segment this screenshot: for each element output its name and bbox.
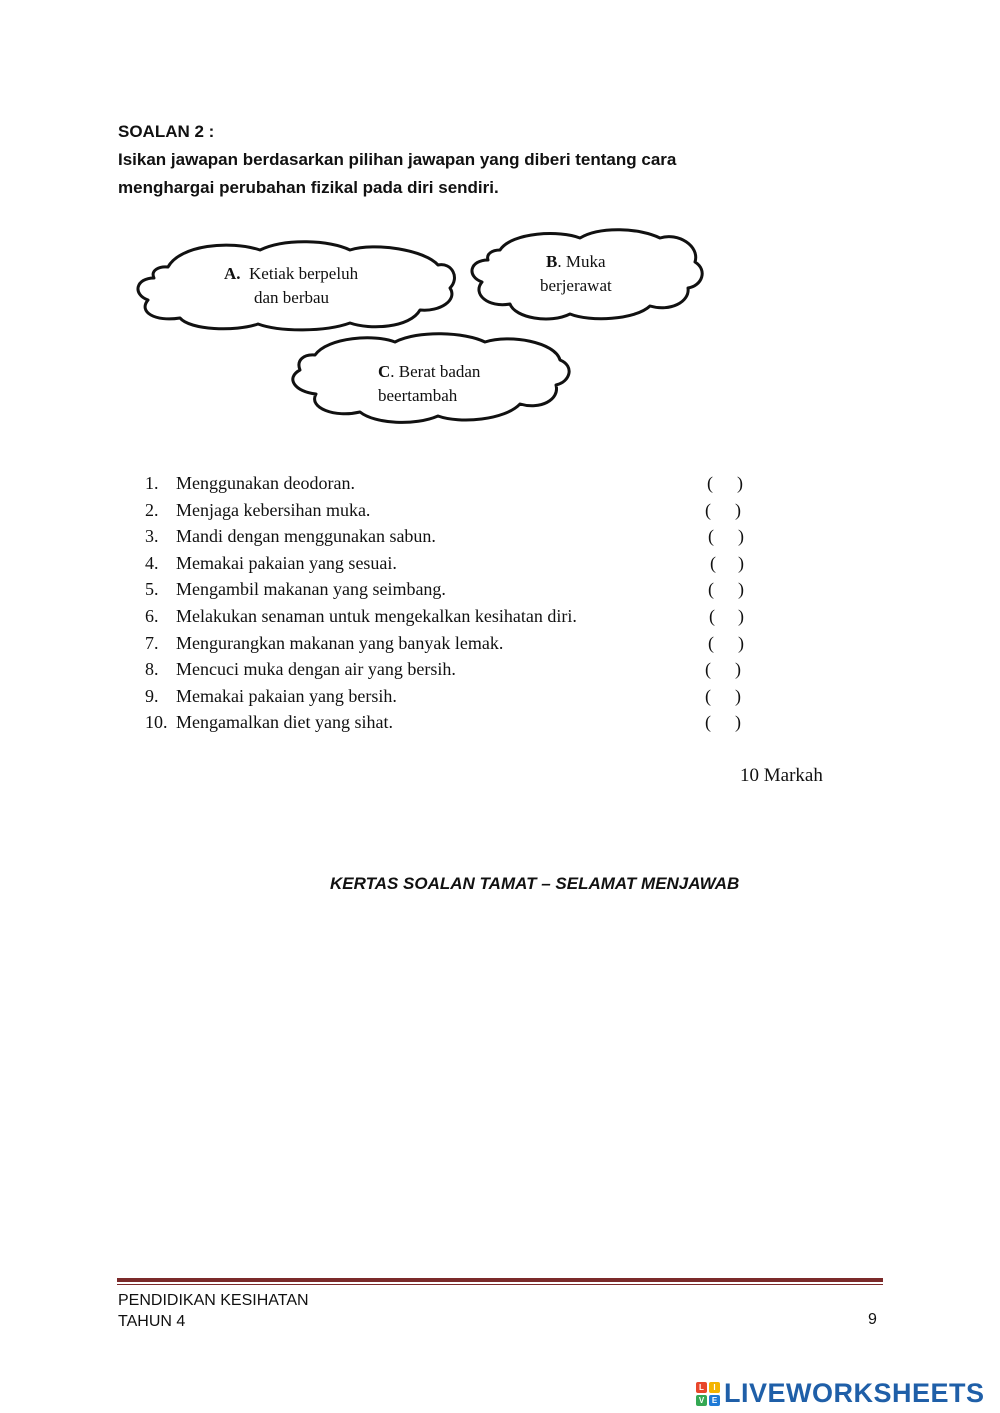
- instruction-line-1: Isikan jawapan berdasarkan pilihan jawapan yang diberi tentang cara: [118, 150, 677, 169]
- open-bracket: (: [705, 499, 711, 520]
- question-text: Mengambil makanan yang seimbang.: [176, 579, 446, 600]
- close-bracket: ): [738, 605, 744, 626]
- open-bracket: (: [708, 526, 714, 547]
- close-bracket: ): [735, 499, 741, 520]
- close-bracket: ): [738, 526, 744, 547]
- list-item: [145, 470, 765, 497]
- question-number: 5.: [145, 579, 159, 600]
- logo-mark-tile: L: [696, 1382, 707, 1393]
- cloud-shapes: [120, 220, 720, 450]
- question-title: SOALAN 2 :: [118, 122, 215, 141]
- option-b: [540, 250, 612, 298]
- question-number: 3.: [145, 526, 159, 547]
- question-number: 4.: [145, 552, 159, 573]
- option-a-line2: dan berbau: [254, 288, 330, 307]
- close-bracket: ): [737, 473, 743, 493]
- footer-subject-name: PENDIDIKAN KESIHATAN: [118, 1292, 309, 1309]
- logo-mark-tile: V: [696, 1395, 707, 1406]
- answer-blank[interactable]: [705, 683, 741, 709]
- question-text: Mengamalkan diet yang sihat.: [176, 712, 393, 733]
- question-heading: [118, 118, 838, 202]
- answer-blank[interactable]: [708, 523, 744, 549]
- question-number: 2.: [145, 499, 159, 520]
- footer-subject: [118, 1290, 309, 1332]
- list-item: [145, 576, 765, 603]
- option-a-letter: A.: [224, 264, 241, 283]
- question-text: Mengurangkan makanan yang banyak lemak.: [176, 632, 504, 653]
- option-a: [224, 262, 358, 310]
- open-bracket: (: [708, 579, 714, 600]
- question-text: Menggunakan deodoran.: [176, 473, 355, 493]
- list-item: [145, 630, 765, 657]
- question-text: Menjaga kebersihan muka.: [176, 499, 371, 520]
- option-c-letter: C: [378, 362, 391, 381]
- question-text: Memakai pakaian yang sesuai.: [176, 552, 397, 573]
- option-b-letter: B: [546, 252, 558, 271]
- open-bracket: (: [709, 605, 715, 626]
- open-bracket: (: [708, 632, 714, 653]
- liveworksheets-logo[interactable]: [696, 1378, 985, 1409]
- footer-divider: [117, 1278, 883, 1282]
- question-number: 7.: [145, 632, 159, 653]
- answer-blank[interactable]: [709, 603, 744, 629]
- open-bracket: (: [705, 659, 711, 680]
- option-b-line1: . Muka: [557, 252, 606, 271]
- list-item: [145, 603, 765, 630]
- option-b-line2: berjerawat: [540, 276, 612, 295]
- question-number: 1.: [145, 473, 159, 493]
- logo-mark-icon: [696, 1382, 720, 1406]
- answer-blank[interactable]: [705, 656, 741, 682]
- option-c-line1: . Berat badan: [390, 362, 481, 381]
- close-bracket: ): [738, 632, 744, 653]
- answer-blank[interactable]: [705, 709, 741, 735]
- marks-label: 10 Markah: [740, 765, 823, 786]
- open-bracket: (: [705, 712, 711, 733]
- question-list: [145, 470, 765, 736]
- list-item: [145, 550, 765, 577]
- page-number: 9: [868, 1311, 877, 1328]
- open-bracket: (: [710, 552, 716, 573]
- answer-blank[interactable]: [705, 497, 741, 523]
- answer-blank[interactable]: [710, 550, 744, 576]
- answer-options: [120, 220, 720, 450]
- list-item: [145, 709, 765, 736]
- question-number: 10.: [145, 712, 168, 733]
- close-bracket: ): [738, 579, 744, 600]
- close-bracket: ): [735, 685, 741, 706]
- open-bracket: (: [705, 685, 711, 706]
- closing-statement: KERTAS SOALAN TAMAT – SELAMAT MENJAWAB: [330, 874, 740, 893]
- option-c: [378, 360, 480, 408]
- answer-blank[interactable]: [707, 470, 743, 496]
- close-bracket: ): [735, 712, 741, 733]
- option-c-line2: beertambah: [378, 386, 458, 405]
- answer-blank[interactable]: [708, 576, 744, 602]
- list-item: [145, 523, 765, 550]
- question-text: Mandi dengan menggunakan sabun.: [176, 526, 436, 547]
- footer-year: TAHUN 4: [118, 1313, 186, 1330]
- logo-mark-tile: E: [709, 1395, 720, 1406]
- close-bracket: ): [738, 552, 744, 573]
- list-item: [145, 683, 765, 710]
- instruction-line-2: menghargai perubahan fizikal pada diri sendiri.: [118, 178, 499, 197]
- list-item: [145, 656, 765, 683]
- option-a-line1: Ketiak berpeluh: [249, 264, 359, 283]
- question-number: 8.: [145, 659, 159, 680]
- question-text: Memakai pakaian yang bersih.: [176, 685, 397, 706]
- question-number: 6.: [145, 605, 159, 626]
- close-bracket: ): [735, 659, 741, 680]
- logo-mark-tile: I: [709, 1382, 720, 1393]
- list-item: [145, 497, 765, 524]
- question-number: 9.: [145, 685, 159, 706]
- open-bracket: (: [707, 473, 713, 493]
- question-text: Melakukan senaman untuk mengekalkan kesihatan diri.: [176, 605, 577, 626]
- question-text: Mencuci muka dengan air yang bersih.: [176, 659, 456, 680]
- footer-divider-thin: [117, 1284, 883, 1285]
- answer-blank[interactable]: [708, 630, 744, 656]
- logo-text: LIVEWORKSHEETS: [724, 1378, 985, 1408]
